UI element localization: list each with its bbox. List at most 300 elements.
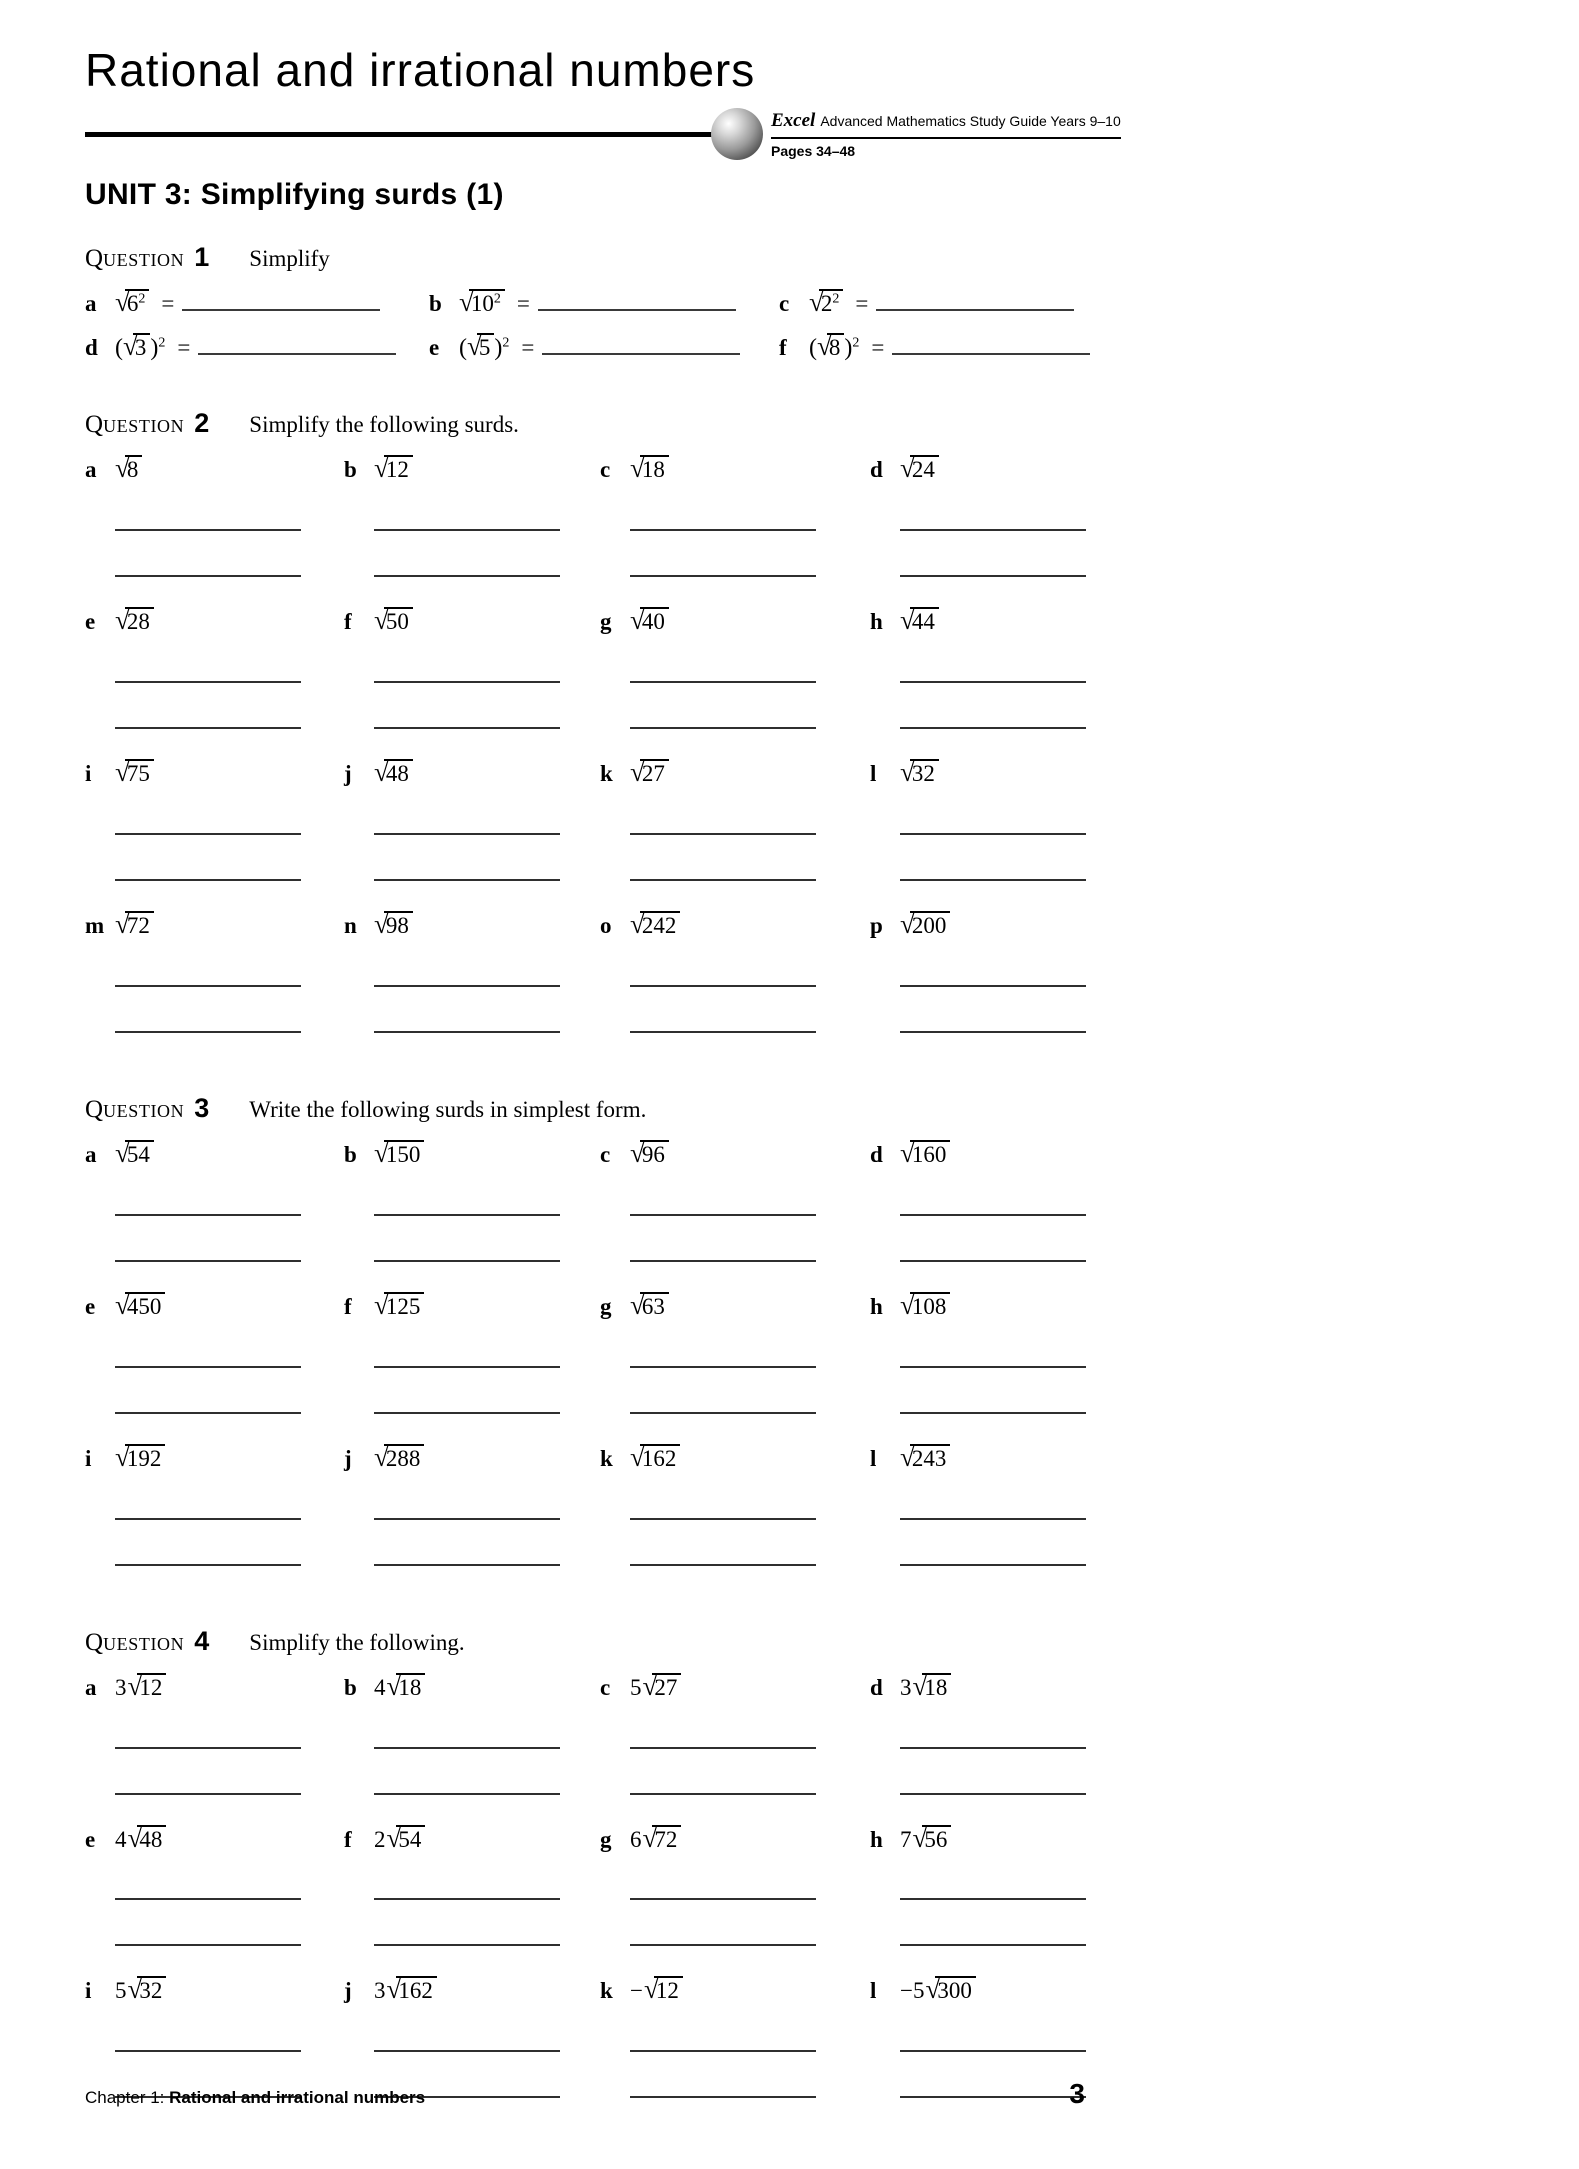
equals-sign: =	[516, 291, 530, 317]
surd-expression	[630, 1289, 669, 1320]
item-row	[870, 607, 1095, 637]
open-paren: (	[459, 335, 467, 362]
radical-sign: √	[630, 909, 645, 940]
question-item-2m	[85, 911, 344, 1033]
surd-expression	[115, 331, 166, 362]
question-item-2c	[600, 455, 870, 577]
answer-line	[630, 1366, 816, 1368]
answer-line	[900, 1518, 1086, 1520]
surd-expression	[115, 1974, 166, 2005]
item-letter: n	[344, 913, 357, 939]
surd-expression	[900, 1441, 950, 1472]
radicand: 18	[640, 455, 669, 482]
radical	[386, 1974, 437, 2005]
item-row	[85, 333, 429, 364]
surd-expression	[374, 453, 413, 484]
question-item-2h	[870, 607, 1095, 729]
radicand: $6^2$	[125, 289, 150, 316]
radical-sign: √	[115, 1289, 130, 1320]
exponent: 2	[852, 335, 860, 351]
item-letter: b	[344, 1141, 357, 1167]
radical	[386, 1822, 426, 1853]
radical	[900, 1137, 950, 1168]
radicand: 48	[384, 759, 413, 786]
radical	[127, 1974, 167, 2005]
radical	[925, 1974, 975, 2005]
radical-sign: √	[374, 757, 389, 788]
answer-line	[900, 879, 1086, 881]
answer-line	[900, 681, 1086, 683]
item-letter: e	[85, 1826, 96, 1852]
equals-sign: =	[177, 335, 191, 361]
answer-line	[115, 1518, 301, 1520]
pages-reference: Pages 34–48	[771, 142, 856, 159]
radical-sign: √	[900, 909, 915, 940]
radical-sign: √	[900, 605, 915, 636]
radicand: 27	[640, 759, 669, 786]
item-letter: b	[344, 457, 357, 483]
item-row	[600, 1822, 870, 1855]
answer-line	[374, 727, 560, 729]
question-item-1a	[85, 289, 429, 319]
radical-sign: √	[115, 909, 130, 940]
answer-line	[115, 1944, 301, 1946]
question-4	[85, 1626, 1095, 2129]
radical	[374, 1441, 424, 1472]
radical	[630, 1289, 669, 1320]
radical	[912, 1670, 952, 1701]
radicand: 96	[640, 1140, 669, 1167]
radicand: 18	[396, 1673, 425, 1700]
radical-sign: √	[467, 331, 482, 362]
answer-line	[900, 2050, 1086, 2052]
radical-sign: √	[115, 453, 130, 484]
answer-line	[630, 1793, 816, 1795]
answer-blank	[892, 334, 1090, 356]
item-row	[600, 1137, 870, 1170]
radical	[386, 1670, 426, 1701]
answer-line	[115, 2050, 301, 2052]
answer-blank	[538, 290, 736, 312]
radical	[127, 1822, 167, 1853]
question-item-4f	[344, 1822, 600, 1947]
answer-line	[900, 1944, 1086, 1946]
item-row	[85, 1289, 344, 1322]
answer-line	[374, 1412, 560, 1414]
item-letter: f	[344, 1293, 352, 1319]
radicand: 48	[137, 1825, 166, 1852]
radical-sign: √	[643, 1974, 659, 2005]
answer-line	[115, 1412, 301, 1414]
item-letter: h	[870, 609, 883, 635]
question-header	[85, 1626, 1095, 1657]
question-item-1e	[429, 333, 779, 364]
radicand: 300	[935, 1976, 976, 2003]
answer-line	[630, 1260, 816, 1262]
radical-sign: √	[386, 1974, 402, 2005]
open-paren: (	[809, 335, 817, 362]
item-letter: f	[344, 1826, 352, 1852]
radical	[123, 331, 150, 362]
surd-expression	[374, 757, 413, 788]
item-row	[600, 607, 870, 637]
question-item-2g	[600, 607, 870, 729]
item-letter: f	[779, 335, 787, 361]
item-letter: l	[870, 1978, 877, 2004]
question-item-3f	[344, 1289, 600, 1414]
radical-sign: √	[642, 1670, 658, 1701]
question-item-4g	[600, 1822, 870, 1947]
surd-expression	[630, 1137, 669, 1168]
question-prompt: Simplify the following surds.	[249, 412, 519, 438]
question-item-4a	[85, 1670, 344, 1795]
question-header	[85, 1093, 1095, 1124]
answer-line	[630, 575, 816, 577]
item-letter: b	[344, 1674, 357, 1700]
question-item-1d	[85, 333, 429, 364]
radicand: 72	[652, 1825, 681, 1852]
item-letter: d	[870, 457, 883, 483]
radical	[115, 1289, 165, 1320]
answer-line	[630, 1747, 816, 1749]
radical-sign: √	[630, 605, 645, 636]
surd-expression	[900, 1670, 951, 1701]
brand-block	[771, 110, 1121, 159]
answer-line	[374, 1793, 560, 1795]
item-letter: k	[600, 1445, 613, 1471]
item-row	[600, 911, 870, 941]
answer-line	[900, 1747, 1086, 1749]
radical-sign: √	[115, 287, 130, 318]
page-footer	[85, 2080, 1085, 2108]
item-row	[85, 1137, 344, 1170]
radicand: 125	[384, 1292, 425, 1319]
surd-expression	[374, 909, 413, 940]
surd-expression	[374, 1289, 424, 1320]
radical-sign: √	[900, 1137, 915, 1168]
radicand: $2^2$	[819, 289, 844, 316]
question-label: QUESTION	[85, 411, 185, 439]
answer-line	[630, 1944, 816, 1946]
radical	[900, 453, 939, 484]
item-row	[344, 1822, 600, 1855]
item-row	[344, 911, 600, 941]
item-row	[344, 1441, 600, 1474]
question-label: QUESTION	[85, 245, 185, 273]
radical-sign: √	[115, 605, 130, 636]
radicand: 98	[384, 911, 413, 938]
item-row	[85, 1822, 344, 1855]
question-item-2e	[85, 607, 344, 729]
item-letter: l	[870, 1445, 877, 1471]
answer-blank	[182, 290, 380, 312]
radical-sign: √	[115, 1137, 130, 1168]
radicand: 8	[827, 333, 845, 360]
item-row	[870, 759, 1095, 789]
answer-line	[630, 681, 816, 683]
answer-line	[900, 1564, 1086, 1566]
radicand: 288	[384, 1444, 425, 1471]
answer-blank	[198, 334, 396, 356]
coefficient: −5	[900, 1978, 925, 2004]
coefficient: 5	[630, 1674, 642, 1700]
radical	[809, 287, 843, 318]
radical-sign: √	[374, 1441, 389, 1472]
surd-expression	[115, 605, 154, 636]
radical	[817, 331, 844, 362]
surd-expression	[900, 453, 939, 484]
radical-sign: √	[374, 909, 389, 940]
surd-expression	[374, 1974, 437, 2005]
answer-line	[115, 529, 301, 531]
item-row	[344, 759, 600, 789]
item-letter: d	[85, 335, 98, 361]
close-paren: )	[494, 335, 503, 362]
radical-sign: √	[630, 1137, 645, 1168]
close-paren: )	[150, 335, 159, 362]
item-letter: p	[870, 913, 883, 939]
radical-sign: √	[817, 331, 832, 362]
radical	[115, 1441, 165, 1472]
radicand: 150	[384, 1140, 425, 1167]
chapter-title: Rational and irrational numbers	[169, 2088, 426, 2107]
answer-line	[115, 727, 301, 729]
item-letter: c	[600, 1141, 611, 1167]
question-item-3j	[344, 1441, 600, 1566]
item-row	[85, 455, 344, 485]
item-row	[600, 1289, 870, 1322]
answer-line	[115, 1031, 301, 1033]
surd-expression	[374, 1822, 425, 1853]
page-number: 3	[1069, 2078, 1085, 2109]
item-letter: j	[344, 1445, 352, 1471]
radical-sign: √	[900, 1289, 915, 1320]
radical-sign: √	[925, 1974, 941, 2005]
surd-expression	[809, 287, 843, 318]
radical	[900, 1289, 950, 1320]
answer-line	[374, 1366, 560, 1368]
question-number: 4	[194, 1625, 210, 1656]
coefficient: 7	[900, 1826, 912, 1852]
question-item-3d	[870, 1137, 1095, 1262]
answer-line	[115, 1260, 301, 1262]
item-letter: e	[85, 609, 96, 635]
answer-line	[900, 529, 1086, 531]
question-prompt: Simplify the following.	[249, 1629, 465, 1655]
radicand: 108	[910, 1292, 951, 1319]
coefficient: 3	[374, 1978, 386, 2004]
radicand: 192	[125, 1444, 166, 1471]
radicand: 18	[922, 1673, 951, 1700]
equals-sign: =	[521, 335, 535, 361]
surd-expression	[115, 453, 142, 484]
surd-expression	[630, 1670, 681, 1701]
answer-line	[374, 529, 560, 531]
surd-expression	[115, 757, 154, 788]
item-row	[779, 333, 1095, 364]
radical-sign: √	[900, 757, 915, 788]
item-row	[85, 759, 344, 789]
radicand: 32	[910, 759, 939, 786]
item-row	[85, 289, 429, 319]
item-letter: a	[85, 457, 97, 483]
item-letter: i	[85, 1978, 92, 2004]
question-item-2k	[600, 759, 870, 881]
answer-line	[115, 879, 301, 881]
radical-sign: √	[809, 287, 824, 318]
radicand: 44	[910, 607, 939, 634]
answer-line	[374, 985, 560, 987]
item-letter: l	[870, 761, 877, 787]
answer-line	[900, 1898, 1086, 1900]
exponent: 2	[158, 335, 166, 351]
coefficient: 2	[374, 1826, 386, 1852]
item-letter: k	[600, 1978, 613, 2004]
question-items	[85, 455, 1095, 1063]
answer-line	[630, 1898, 816, 1900]
answer-line	[115, 1564, 301, 1566]
surd-expression	[115, 1137, 154, 1168]
exponent: 2	[138, 291, 146, 307]
answer-line	[374, 879, 560, 881]
item-row	[779, 289, 1095, 319]
radical	[115, 453, 142, 484]
item-letter: e	[85, 1293, 96, 1319]
answer-line	[115, 1747, 301, 1749]
question-items	[85, 1670, 1095, 2129]
coefficient: 6	[630, 1826, 642, 1852]
item-letter: j	[344, 1978, 352, 2004]
answer-line	[374, 1214, 560, 1216]
radical	[115, 1137, 154, 1168]
radical	[630, 757, 669, 788]
question-item-2o	[600, 911, 870, 1033]
radical	[630, 605, 669, 636]
question-prompt: Simplify	[249, 246, 330, 272]
coefficient: 4	[374, 1674, 386, 1700]
surd-expression	[630, 757, 669, 788]
item-row	[344, 455, 600, 485]
radical-sign: √	[642, 1822, 658, 1853]
item-row	[600, 759, 870, 789]
surd-expression	[630, 1822, 681, 1853]
question-item-4e	[85, 1822, 344, 1947]
surd-expression	[115, 1289, 165, 1320]
answer-line	[630, 1412, 816, 1414]
series-title: Advanced Mathematics Study Guide Years 9–10	[820, 112, 1121, 129]
surd-expression	[115, 287, 149, 318]
coefficient: 4	[115, 1826, 127, 1852]
answer-line	[900, 1260, 1086, 1262]
answer-line	[900, 1793, 1086, 1795]
item-letter: c	[779, 291, 790, 317]
question-number: 2	[194, 408, 210, 439]
radical-sign: √	[900, 453, 915, 484]
radical-sign: √	[912, 1822, 928, 1853]
item-letter: b	[429, 291, 442, 317]
answer-line	[900, 575, 1086, 577]
radical-sign: √	[630, 1289, 645, 1320]
surd-expression	[374, 1137, 424, 1168]
radicand: 27	[652, 1673, 681, 1700]
answer-blank	[542, 334, 740, 356]
question-item-4h	[870, 1822, 1095, 1947]
answer-line	[374, 575, 560, 577]
equals-sign: =	[871, 335, 885, 361]
radicand: 12	[654, 1976, 683, 2003]
item-letter: d	[870, 1141, 883, 1167]
radical-sign: √	[374, 1137, 389, 1168]
item-letter: o	[600, 913, 612, 939]
item-row	[870, 911, 1095, 941]
question-item-1f	[779, 333, 1095, 364]
radical	[643, 1974, 683, 2005]
exponent: 2	[832, 291, 840, 307]
radicand: 54	[125, 1140, 154, 1167]
item-letter: a	[85, 291, 97, 317]
equals-sign: =	[855, 291, 869, 317]
item-row	[344, 1670, 600, 1703]
coefficient: 5	[115, 1978, 127, 2004]
radical-sign: √	[386, 1670, 402, 1701]
radical	[115, 757, 154, 788]
question-number: 3	[194, 1092, 210, 1123]
question-item-2n	[344, 911, 600, 1033]
question-item-2j	[344, 759, 600, 881]
answer-line	[630, 1214, 816, 1216]
answer-line	[900, 1214, 1086, 1216]
item-letter: e	[429, 335, 440, 361]
radical	[374, 909, 413, 940]
answer-line	[630, 1518, 816, 1520]
coefficient: 3	[115, 1674, 127, 1700]
item-letter: c	[600, 457, 611, 483]
radical-sign: √	[115, 757, 130, 788]
question-item-2l	[870, 759, 1095, 881]
equals-sign: =	[161, 291, 175, 317]
radical	[630, 453, 669, 484]
page-title: Rational and irrational numbers	[85, 44, 756, 96]
item-row	[344, 1976, 600, 2006]
radical-sign: √	[630, 453, 645, 484]
surd-expression	[374, 1670, 425, 1701]
item-row	[344, 607, 600, 637]
question-item-2a	[85, 455, 344, 577]
answer-line	[900, 1031, 1086, 1033]
radicand: 12	[137, 1673, 166, 1700]
title-rule	[85, 132, 713, 137]
item-row	[344, 1289, 600, 1322]
surd-expression	[115, 909, 154, 940]
page-content	[85, 44, 1121, 2128]
question-items	[85, 1137, 1095, 1596]
excel-logo-text: Excel	[771, 109, 816, 131]
surd-expression	[900, 1137, 950, 1168]
radicand: 160	[910, 1140, 951, 1167]
item-row	[429, 333, 779, 364]
surd-expression	[630, 1441, 680, 1472]
answer-line	[374, 1260, 560, 1262]
radical	[900, 909, 950, 940]
radicand: 72	[125, 911, 154, 938]
item-letter: h	[870, 1293, 883, 1319]
coefficient: −	[630, 1978, 643, 2004]
question-item-3a	[85, 1137, 344, 1262]
item-letter: i	[85, 1445, 92, 1471]
radical	[374, 1137, 424, 1168]
radicand: 242	[640, 911, 681, 938]
item-letter: a	[85, 1674, 97, 1700]
